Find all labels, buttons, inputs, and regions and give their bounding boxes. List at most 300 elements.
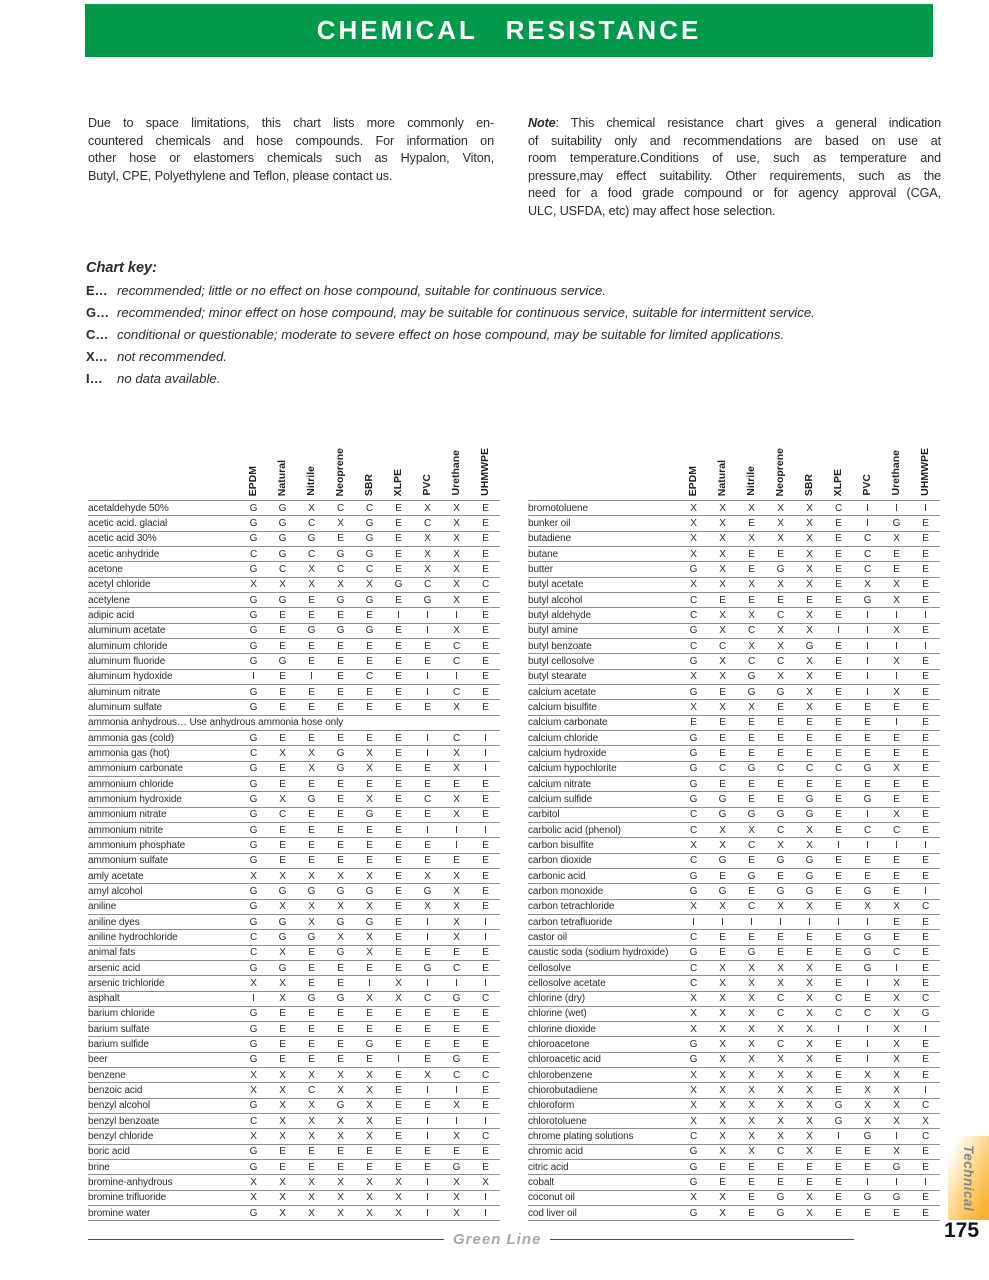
rating-cell: X (453, 563, 460, 575)
rating-cell: X (893, 686, 900, 698)
rating-cell: E (424, 1054, 431, 1066)
rating-cell: E (835, 901, 842, 913)
rating-cell: X (690, 1069, 697, 1081)
chemical-name: benzyl alcohol (88, 1100, 150, 1112)
rating-cell: E (922, 1146, 929, 1158)
rating-cell: E (366, 1146, 373, 1158)
rating-cell: X (864, 1100, 871, 1112)
rating-cell: C (689, 1131, 698, 1143)
rating-cell: G (689, 947, 698, 959)
rating-cell: E (337, 962, 344, 974)
rating-cell: G (776, 1192, 785, 1204)
rating-cell: E (748, 548, 755, 560)
table-row (88, 976, 500, 991)
rating-cell: C (481, 579, 490, 591)
rating-cell: E (835, 686, 842, 698)
table-row (88, 1068, 500, 1083)
intro-line: pressure,may effect suitability. Other requirements, such as the (528, 168, 941, 183)
rating-cell: E (748, 885, 755, 897)
chemical-name: amly acetate (88, 870, 144, 882)
rating-cell: X (279, 870, 286, 882)
rating-cell: X (453, 502, 460, 514)
rating-cell: G (863, 962, 872, 974)
chemical-name: benzoic acid (88, 1085, 143, 1097)
rating-cell: X (308, 1207, 315, 1219)
rating-cell: X (337, 1131, 344, 1143)
rating-cell: E (279, 1039, 286, 1051)
rating-cell: G (249, 824, 258, 836)
rating-cell: X (308, 1069, 315, 1081)
rating-cell: X (719, 824, 726, 836)
rating-cell: X (777, 901, 784, 913)
rating-cell: G (249, 793, 258, 805)
rating-cell: I (484, 977, 487, 989)
rating-cell: I (866, 502, 869, 514)
table-row (88, 1145, 500, 1160)
rating-cell: X (453, 1131, 460, 1143)
rating-cell: X (366, 763, 373, 775)
chemical-name: bromine water (88, 1207, 151, 1219)
rating-cell: E (366, 962, 373, 974)
rating-cell: E (835, 778, 842, 790)
chemical-name: cobalt (528, 1177, 555, 1189)
rating-cell: G (689, 1207, 698, 1219)
chemical-name: butyl amine (528, 625, 579, 637)
rating-cell: E (482, 1146, 489, 1158)
rating-cell: G (718, 855, 727, 867)
rating-cell: G (689, 763, 698, 775)
rating-cell: C (863, 533, 872, 545)
rating-cell: X (366, 747, 373, 759)
table-row (528, 562, 940, 577)
rating-cell: X (777, 517, 784, 529)
rating-cell: E (835, 517, 842, 529)
rating-cell: C (921, 993, 930, 1005)
rating-cell: X (366, 1207, 373, 1219)
rating-cell: X (337, 1177, 344, 1189)
rating-cell: X (806, 548, 813, 560)
table-row (88, 501, 500, 516)
rating-cell: I (426, 1207, 429, 1219)
rating-cell: X (308, 579, 315, 591)
rating-cell: X (690, 901, 697, 913)
rating-cell: G (249, 809, 258, 821)
rating-cell: E (308, 824, 315, 836)
rating-cell: I (484, 747, 487, 759)
rating-cell: X (806, 579, 813, 591)
rating-cell: E (835, 671, 842, 683)
rating-cell: I (808, 916, 811, 928)
table-row (88, 578, 500, 593)
rating-cell: E (922, 916, 929, 928)
rating-cell: I (866, 640, 869, 652)
rating-cell: E (395, 747, 402, 759)
rating-cell: E (308, 732, 315, 744)
intro-paragraph-note (528, 115, 941, 221)
rating-cell: E (719, 778, 726, 790)
table-row (88, 639, 500, 654)
rating-cell: E (835, 855, 842, 867)
rating-cell: I (484, 824, 487, 836)
rating-cell: E (395, 763, 402, 775)
rating-cell: E (424, 855, 431, 867)
rating-cell: C (423, 517, 432, 529)
rating-cell: X (279, 579, 286, 591)
rating-cell: E (308, 701, 315, 713)
rating-cell: G (863, 947, 872, 959)
rating-cell: X (366, 1100, 373, 1112)
rating-cell: C (278, 563, 287, 575)
rating-cell: X (690, 1085, 697, 1097)
rating-cell: I (924, 609, 927, 621)
rating-cell: X (308, 563, 315, 575)
rating-cell: C (776, 993, 785, 1005)
rating-cell: X (893, 1039, 900, 1051)
rating-cell: I (866, 686, 869, 698)
table-row (88, 1083, 500, 1098)
rating-cell: E (337, 533, 344, 545)
rating-cell: G (689, 1177, 698, 1189)
rating-cell: G (336, 993, 345, 1005)
column-header: PVC (861, 474, 873, 496)
rating-cell: E (337, 640, 344, 652)
rating-cell: E (482, 533, 489, 545)
rating-cell: G (863, 793, 872, 805)
rating-cell: E (337, 701, 344, 713)
table-row (528, 1053, 940, 1068)
chart-key-entries (86, 283, 815, 393)
rating-cell: E (922, 1207, 929, 1219)
rating-cell: X (279, 747, 286, 759)
rating-cell: X (748, 824, 755, 836)
column-header: XLPE (832, 468, 844, 496)
rating-cell: E (922, 717, 929, 729)
rating-cell: E (777, 732, 784, 744)
rating-cell: X (719, 548, 726, 560)
chemical-name: ammonium nitrite (88, 824, 164, 836)
rating-cell: I (895, 962, 898, 974)
rating-cell: E (777, 870, 784, 882)
rating-cell: E (922, 655, 929, 667)
rating-cell: X (806, 625, 813, 637)
rating-cell: E (835, 809, 842, 821)
rating-cell: C (718, 763, 727, 775)
rating-cell: I (455, 824, 458, 836)
chemical-name: calcium sulfide (528, 793, 593, 805)
rating-cell: I (426, 747, 429, 759)
rating-cell: E (922, 977, 929, 989)
table-row (528, 516, 940, 531)
rating-cell: X (719, 563, 726, 575)
rating-cell: X (453, 763, 460, 775)
rating-cell: X (424, 901, 431, 913)
rating-cell: C (423, 993, 432, 1005)
rating-cell: E (748, 732, 755, 744)
rating-cell: I (426, 916, 429, 928)
rating-cell: G (278, 931, 287, 943)
rating-cell: E (279, 609, 286, 621)
intro-line: Due to space limitations, this chart lists more commonly en- (88, 116, 494, 130)
table-row (528, 685, 940, 700)
rating-cell: X (337, 517, 344, 529)
rating-cell: I (750, 916, 753, 928)
rating-cell: G (336, 625, 345, 637)
rating-cell: E (279, 640, 286, 652)
rating-cell: E (337, 824, 344, 836)
chemical-name: benzyl benzoate (88, 1115, 160, 1127)
rating-cell: E (482, 855, 489, 867)
rating-cell: G (278, 548, 287, 560)
chemical-name: aluminum hydoxide (88, 671, 173, 683)
rating-cell: C (481, 1069, 490, 1081)
rating-cell: C (689, 824, 698, 836)
chemical-name: aluminum nitrate (88, 686, 161, 698)
rating-cell: E (308, 609, 315, 621)
rating-cell: C (718, 640, 727, 652)
rating-cell: E (922, 686, 929, 698)
table-row (528, 930, 940, 945)
rating-cell: E (337, 732, 344, 744)
rating-cell: E (395, 1146, 402, 1158)
rating-cell: X (453, 548, 460, 560)
rating-cell: C (776, 1146, 785, 1158)
rating-cell: I (426, 1085, 429, 1097)
rating-cell: E (893, 885, 900, 897)
technical-section-tab (948, 1136, 989, 1220)
column-header: Nitrile (745, 466, 757, 496)
rating-cell: G (307, 533, 316, 545)
rating-cell: X (806, 533, 813, 545)
rating-cell: C (834, 1008, 843, 1020)
rating-cell: E (835, 1207, 842, 1219)
table-header (528, 410, 940, 500)
rating-cell: G (718, 809, 727, 821)
rating-cell: E (482, 686, 489, 698)
rating-cell: I (866, 1023, 869, 1035)
intro-line: countered chemicals and hose compounds. For information on (88, 133, 494, 148)
rating-cell: E (748, 1192, 755, 1204)
rating-cell: E (482, 778, 489, 790)
chemical-name: aniline dyes (88, 916, 140, 928)
key-code: I… (86, 371, 103, 386)
rating-cell: I (837, 1023, 840, 1035)
rating-cell: C (481, 1131, 490, 1143)
rating-cell: X (748, 1146, 755, 1158)
rating-cell: X (777, 1085, 784, 1097)
rating-cell: E (719, 747, 726, 759)
rating-cell: X (748, 640, 755, 652)
rating-cell: E (893, 855, 900, 867)
rating-cell: E (279, 671, 286, 683)
rating-cell: E (337, 793, 344, 805)
rating-cell: G (249, 502, 258, 514)
rating-cell: E (308, 1054, 315, 1066)
rating-cell: I (484, 763, 487, 775)
rating-cell: C (452, 686, 461, 698)
table-row (528, 593, 940, 608)
column-header: Natural (716, 459, 728, 496)
rating-cell: I (426, 1115, 429, 1127)
key-description: recommended; little or no effect on hose compound, suitable for continuous service. (117, 283, 606, 298)
rating-cell: C (921, 901, 930, 913)
column-header: SBR (803, 473, 815, 496)
rating-cell: X (308, 747, 315, 759)
table-row (528, 670, 940, 685)
rating-cell: I (426, 931, 429, 943)
rating-cell: E (835, 609, 842, 621)
rating-cell: E (922, 579, 929, 591)
rating-cell: E (395, 962, 402, 974)
table-row (528, 746, 940, 761)
column-header: XLPE (392, 468, 404, 496)
rating-cell: E (482, 962, 489, 974)
rating-cell: G (747, 686, 756, 698)
rating-cell: X (806, 839, 813, 851)
rating-cell: E (835, 793, 842, 805)
rating-cell: E (279, 686, 286, 698)
rating-cell: G (892, 517, 901, 529)
rating-cell: C (805, 763, 814, 775)
rating-cell: E (922, 1161, 929, 1173)
rating-cell: X (366, 579, 373, 591)
rating-cell: E (308, 1039, 315, 1051)
rating-cell: G (336, 885, 345, 897)
rating-cell: E (777, 1177, 784, 1189)
rating-cell: E (308, 778, 315, 790)
rating-cell: G (278, 885, 287, 897)
rating-cell: E (806, 1177, 813, 1189)
rating-cell: X (806, 1069, 813, 1081)
rating-cell: I (484, 732, 487, 744)
rating-cell: X (337, 1207, 344, 1219)
rating-cell: X (748, 609, 755, 621)
rating-cell: G (805, 885, 814, 897)
rating-cell: I (455, 609, 458, 621)
rating-cell: X (777, 839, 784, 851)
footer (88, 1231, 854, 1248)
rating-cell: E (806, 594, 813, 606)
table-row (528, 838, 940, 853)
rating-cell: E (424, 947, 431, 959)
rating-cell: E (337, 1039, 344, 1051)
chemical-name: aniline (88, 901, 117, 913)
rating-cell: G (278, 916, 287, 928)
rating-cell: X (308, 916, 315, 928)
rating-cell: E (835, 1192, 842, 1204)
rating-cell: G (365, 533, 374, 545)
rating-cell: E (777, 793, 784, 805)
chart-key (86, 260, 815, 393)
rating-cell: E (337, 778, 344, 790)
rating-cell: G (336, 747, 345, 759)
rating-cell: E (482, 793, 489, 805)
table-row (88, 1053, 500, 1068)
table-row (88, 654, 500, 669)
rating-cell: X (690, 517, 697, 529)
table-row (528, 1129, 940, 1144)
rating-cell: E (922, 594, 929, 606)
rating-cell: X (806, 1008, 813, 1020)
rating-cell: E (395, 1100, 402, 1112)
rating-cell: G (278, 502, 287, 514)
chemical-name: ammonium sulfate (88, 855, 169, 867)
rating-cell: X (366, 870, 373, 882)
rating-cell: E (424, 701, 431, 713)
left-table (88, 410, 500, 1221)
chemical-name: calcium bisulfite (528, 701, 597, 713)
rating-cell: X (806, 824, 813, 836)
rating-cell: C (689, 640, 698, 652)
chemical-name: benzene (88, 1069, 126, 1081)
technical-tab-label: Technical (961, 1144, 976, 1212)
rating-cell: C (776, 609, 785, 621)
table-row (88, 1160, 500, 1175)
rating-cell: X (279, 1069, 286, 1081)
table-row (528, 1175, 940, 1190)
rating-cell: E (366, 640, 373, 652)
rating-cell: C (689, 855, 698, 867)
rating-cell: E (279, 1008, 286, 1020)
rating-cell: X (424, 548, 431, 560)
rating-cell: G (747, 671, 756, 683)
table-row (88, 1129, 500, 1144)
chemical-name: barium sulfide (88, 1039, 149, 1051)
rating-cell: E (395, 1039, 402, 1051)
rating-cell: I (397, 1054, 400, 1066)
rating-cell: E (922, 563, 929, 575)
footer-rule-left (88, 1239, 444, 1240)
table-row (88, 854, 500, 869)
table-body (88, 500, 500, 1221)
chart-key-row (86, 305, 815, 327)
rating-cell: C (423, 793, 432, 805)
rating-cell: X (806, 609, 813, 621)
rating-cell: E (482, 563, 489, 575)
rating-cell: X (719, 993, 726, 1005)
table-row (88, 1206, 500, 1221)
rating-cell: E (922, 517, 929, 529)
rating-cell: G (365, 625, 374, 637)
rating-cell: I (895, 640, 898, 652)
rating-cell: G (863, 931, 872, 943)
chemical-name: brine (88, 1161, 110, 1173)
chemical-name: chromic acid (528, 1146, 583, 1158)
rating-cell: I (368, 977, 371, 989)
chemical-name: butadiene (528, 533, 572, 545)
rating-cell: E (482, 502, 489, 514)
rating-cell: G (336, 548, 345, 560)
rating-cell: E (864, 1207, 871, 1219)
rating-cell: G (365, 916, 374, 928)
rating-cell: X (690, 533, 697, 545)
rating-cell: G (776, 855, 785, 867)
rating-cell: G (249, 839, 258, 851)
rating-cell: E (835, 579, 842, 591)
rating-cell: X (250, 870, 257, 882)
rating-cell: E (308, 1161, 315, 1173)
rating-cell: E (719, 686, 726, 698)
table-row (528, 915, 940, 930)
rating-cell: E (835, 931, 842, 943)
rating-cell: E (482, 701, 489, 713)
rating-cell: E (453, 1039, 460, 1051)
rating-cell: X (806, 1039, 813, 1051)
rating-cell: C (365, 502, 374, 514)
rating-cell: E (337, 1008, 344, 1020)
chemical-name: butyl alcohol (528, 594, 583, 606)
chemical-name: calcium acetate (528, 686, 596, 698)
rating-cell: E (922, 809, 929, 821)
